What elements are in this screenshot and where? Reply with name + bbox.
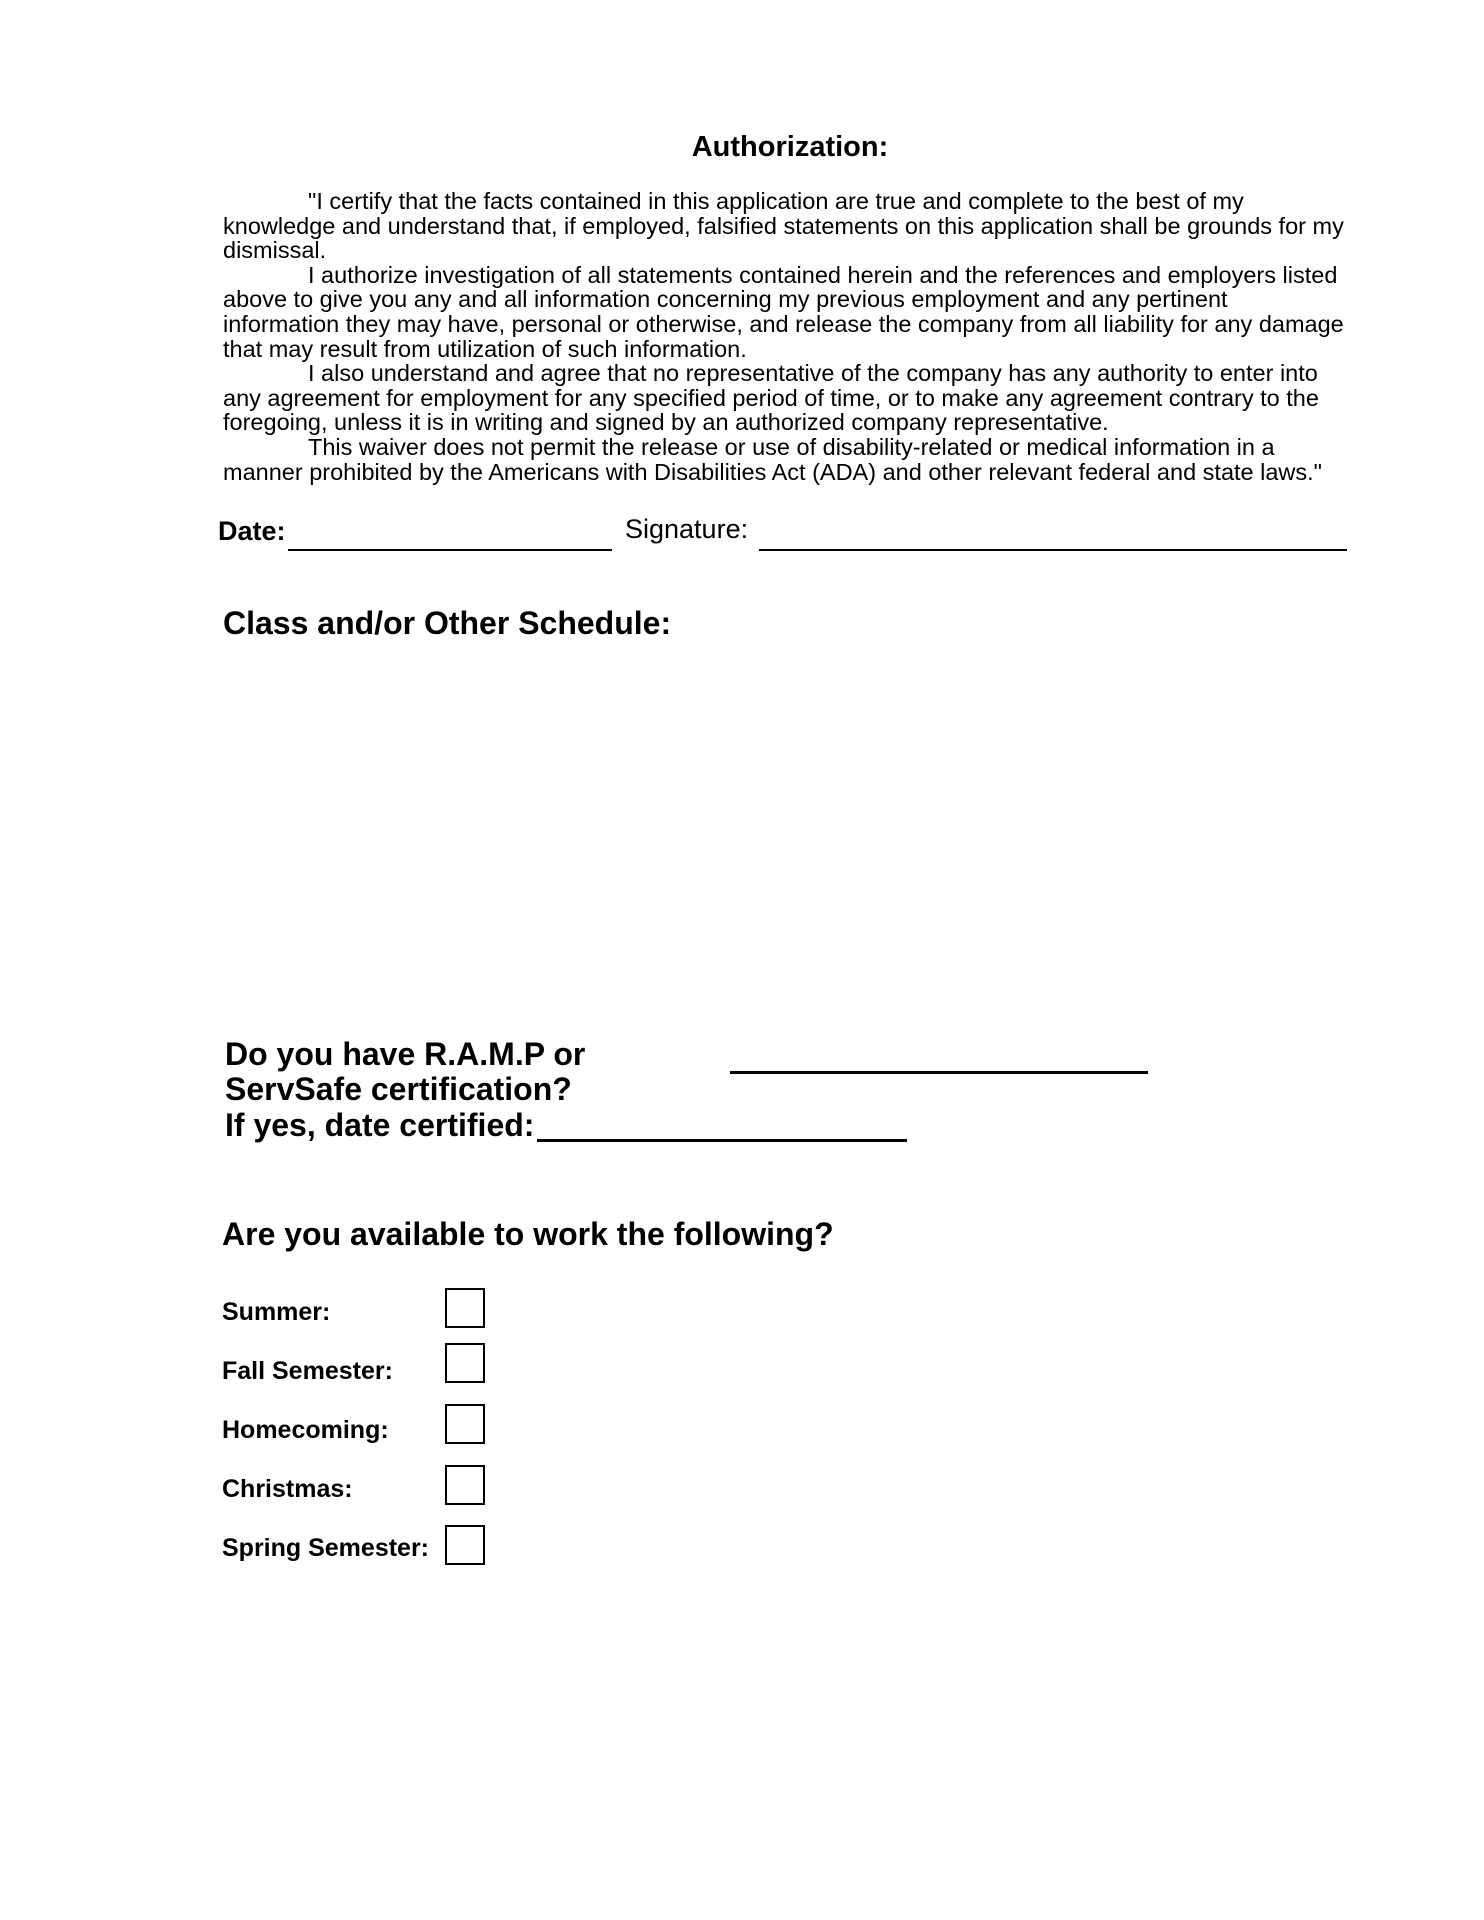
spring-semester-checkbox[interactable] <box>445 1525 485 1565</box>
authorization-paragraph-3: I also understand and agree that no representative of the company has any authority to enter into any agreement for employment for any specified period of time, or to make any agreement contrary to the foregoing, unless it is in writing and signed by an authorized company representative. <box>223 360 1319 436</box>
date-field[interactable] <box>288 549 612 551</box>
signature-field[interactable] <box>759 549 1347 551</box>
availability-label-fall: Fall Semester: <box>222 1357 393 1385</box>
availability-label-homecoming: Homecoming: <box>222 1416 389 1444</box>
christmas-checkbox[interactable] <box>445 1465 485 1505</box>
homecoming-checkbox[interactable] <box>445 1404 485 1444</box>
date-label: Date: <box>218 516 286 546</box>
signature-label: Signature: <box>625 514 749 544</box>
certification-date-label: If yes, date certified: <box>225 1107 535 1143</box>
certification-date-field[interactable] <box>537 1139 907 1142</box>
availability-label-spring: Spring Semester: <box>222 1534 430 1562</box>
availability-title: Are you available to work the following? <box>222 1216 834 1252</box>
availability-label-summer: Summer: <box>222 1298 331 1326</box>
authorization-paragraph-2: I authorize investigation of all statements contained herein and the references and employers listed above to give you any and all information concerning my previous employment and any pertinent information they may have, personal or otherwise, and release the company from all liability for any damage that may result from utilization of such information. <box>223 261 1344 362</box>
authorization-paragraph-1: "I certify that the facts contained in this application are true and complete to the best of my knowledge and understand that, if employed, falsified statements on this application shall be grounds for my dismissal. <box>223 188 1344 264</box>
certification-question: Do you have R.A.M.P or ServSafe certification? <box>225 1036 586 1107</box>
authorization-text <box>223 189 1349 484</box>
fall-semester-checkbox[interactable] <box>445 1343 485 1383</box>
schedule-title: Class and/or Other Schedule: <box>223 605 672 641</box>
summer-checkbox[interactable] <box>445 1288 485 1328</box>
authorization-paragraph-4: This waiver does not permit the release or use of disability-related or medical information in a manner prohibited by the Americans with Disabilities Act (ADA) and other relevant federal and state laws." <box>223 433 1323 485</box>
certification-answer-field[interactable] <box>730 1071 1148 1074</box>
availability-label-christmas: Christmas: <box>222 1475 353 1503</box>
authorization-title: Authorization: <box>691 131 889 163</box>
